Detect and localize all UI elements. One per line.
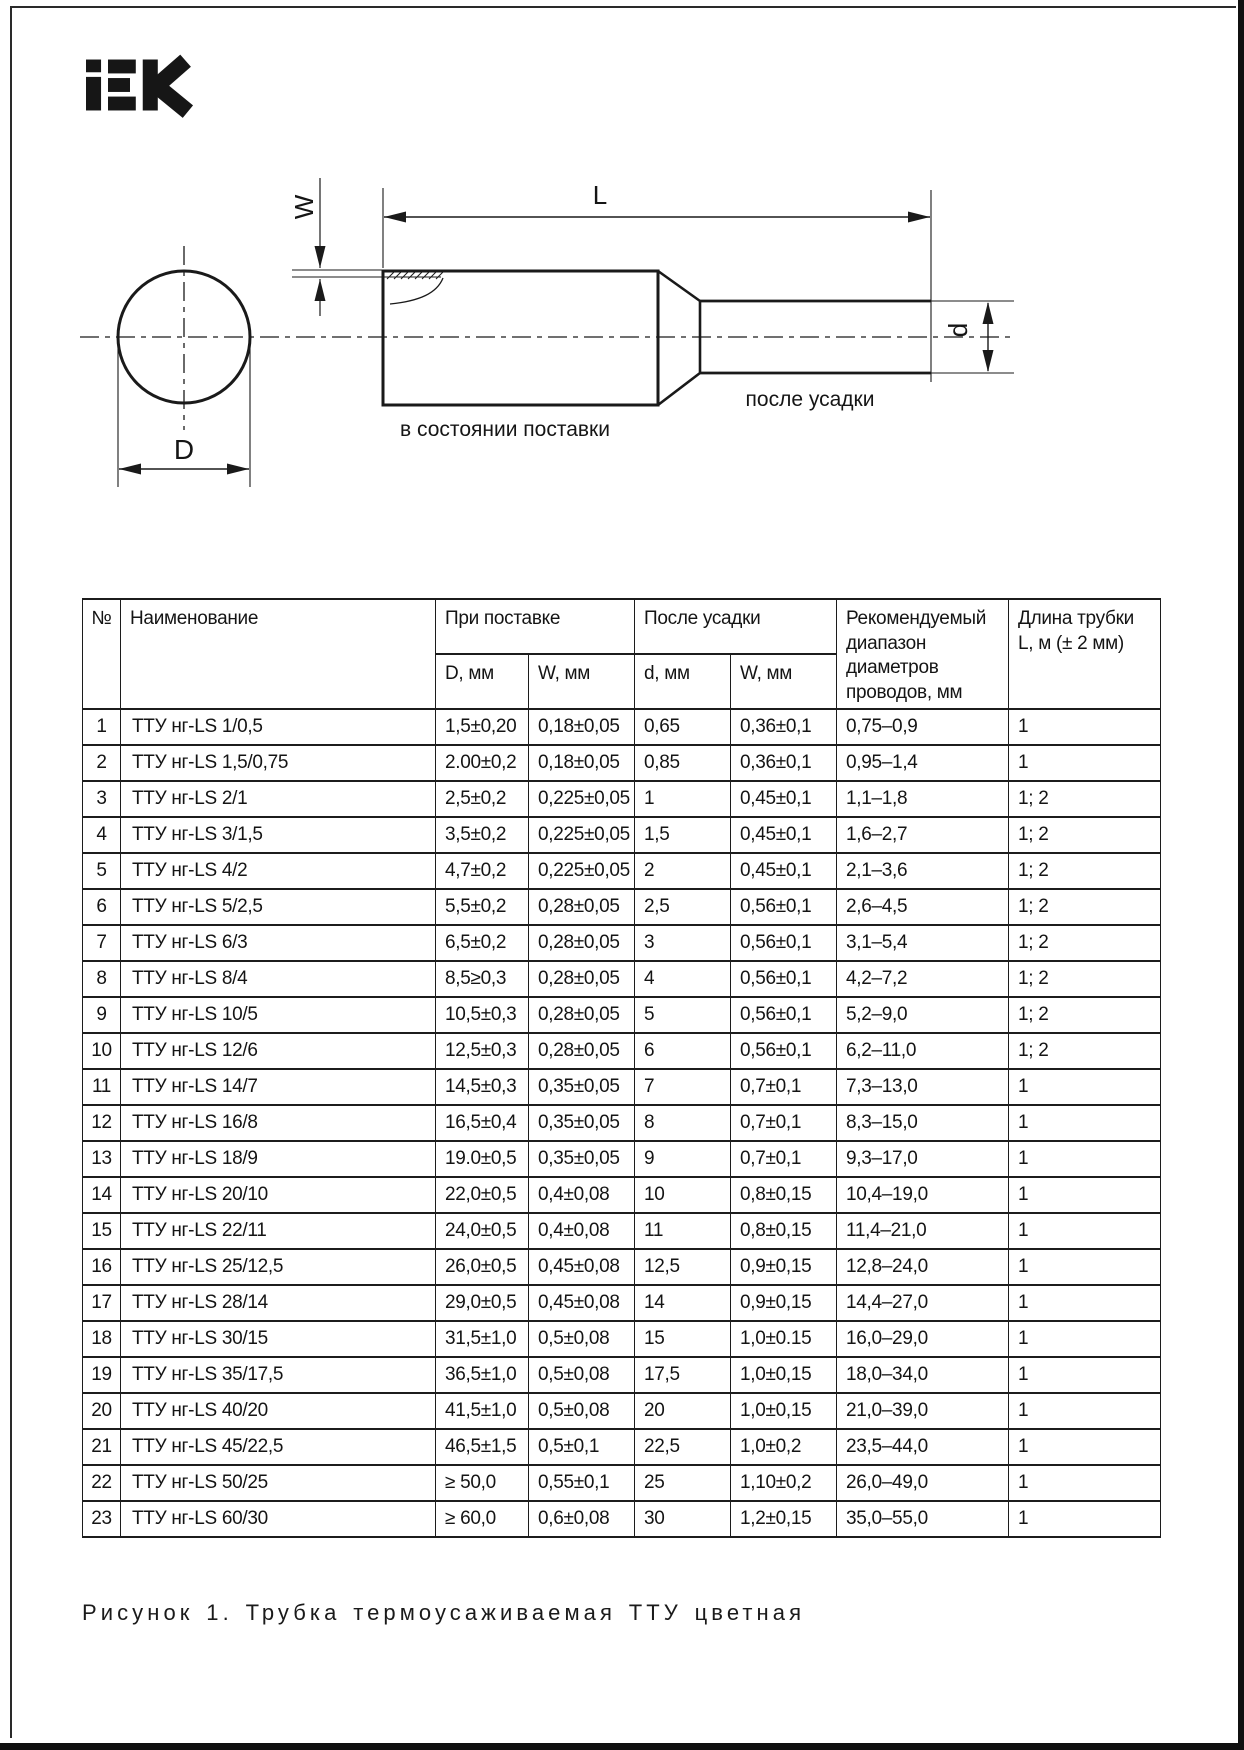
table-cell-W1: 0,35±0,05 bbox=[529, 1141, 635, 1177]
table-cell-n: 2 bbox=[83, 745, 121, 781]
table-cell-range: 12,8–24,0 bbox=[837, 1249, 1009, 1285]
label-L: L bbox=[592, 180, 608, 210]
label-d: d bbox=[943, 322, 973, 338]
table-cell-W1: 0,18±0,05 bbox=[529, 709, 635, 745]
table-cell-D: 41,5±1,0 bbox=[436, 1393, 529, 1429]
table-cell-W1: 0,55±0,1 bbox=[529, 1465, 635, 1501]
table-cell-W2: 0,56±0,1 bbox=[731, 997, 837, 1033]
table-row bbox=[83, 1285, 1161, 1321]
table-cell-W2: 0,9±0,15 bbox=[731, 1285, 837, 1321]
table-cell-len: 1; 2 bbox=[1009, 817, 1161, 853]
table-cell-W2: 0,7±0,1 bbox=[731, 1069, 837, 1105]
table-row bbox=[83, 1213, 1161, 1249]
table-cell-len: 1 bbox=[1009, 1249, 1161, 1285]
table-cell-W2: 0,56±0,1 bbox=[731, 1033, 837, 1069]
table-cell-len: 1 bbox=[1009, 1429, 1161, 1465]
table-cell-W2: 1,0±0,15 bbox=[731, 1393, 837, 1429]
table-cell-D: 31,5±1,0 bbox=[436, 1321, 529, 1357]
table-cell-d: 0,65 bbox=[635, 709, 731, 745]
table-cell-W2: 1,0±0.15 bbox=[731, 1321, 837, 1357]
table-cell-d: 22,5 bbox=[635, 1429, 731, 1465]
table-cell-n: 23 bbox=[83, 1501, 121, 1537]
table-cell-d: 8 bbox=[635, 1105, 731, 1141]
table-cell-W1: 0,225±0,05 bbox=[529, 817, 635, 853]
table-cell-name: ТТУ нг-LS 1/0,5 bbox=[121, 709, 436, 745]
table-cell-range: 0,95–1,4 bbox=[837, 745, 1009, 781]
table-cell-n: 14 bbox=[83, 1177, 121, 1213]
table-cell-range: 10,4–19,0 bbox=[837, 1177, 1009, 1213]
table-cell-D: 6,5±0,2 bbox=[436, 925, 529, 961]
table-cell-range: 26,0–49,0 bbox=[837, 1465, 1009, 1501]
table-cell-W2: 1,0±0,2 bbox=[731, 1429, 837, 1465]
table-cell-D: 1,5±0,20 bbox=[436, 709, 529, 745]
table-cell-len: 1; 2 bbox=[1009, 781, 1161, 817]
table-cell-d: 25 bbox=[635, 1465, 731, 1501]
spec-table bbox=[82, 598, 1161, 1538]
table-cell-W1: 0,4±0,08 bbox=[529, 1177, 635, 1213]
table-cell-W1: 0,5±0,08 bbox=[529, 1357, 635, 1393]
table-cell-range: 18,0–34,0 bbox=[837, 1357, 1009, 1393]
table-cell-W1: 0,225±0,05 bbox=[529, 853, 635, 889]
table-cell-name: ТТУ нг-LS 3/1,5 bbox=[121, 817, 436, 853]
table-cell-d: 9 bbox=[635, 1141, 731, 1177]
table-cell-len: 1; 2 bbox=[1009, 853, 1161, 889]
table-cell-n: 11 bbox=[83, 1069, 121, 1105]
table-cell-W1: 0,28±0,05 bbox=[529, 997, 635, 1033]
table-cell-d: 7 bbox=[635, 1069, 731, 1105]
spec-table-body bbox=[83, 709, 1161, 1537]
table-cell-W1: 0,28±0,05 bbox=[529, 961, 635, 997]
table-cell-W1: 0,45±0,08 bbox=[529, 1249, 635, 1285]
technical-drawing bbox=[0, 140, 1244, 520]
table-row bbox=[83, 1429, 1161, 1465]
table-cell-n: 12 bbox=[83, 1105, 121, 1141]
table-cell-len: 1 bbox=[1009, 1321, 1161, 1357]
table-cell-D: 29,0±0,5 bbox=[436, 1285, 529, 1321]
table-cell-D: 2.00±0,2 bbox=[436, 745, 529, 781]
table-cell-len: 1 bbox=[1009, 1069, 1161, 1105]
table-cell-name: ТТУ нг-LS 1,5/0,75 bbox=[121, 745, 436, 781]
header-group-supply: При поставке bbox=[436, 599, 635, 654]
tube-taper bbox=[658, 271, 700, 405]
table-cell-W2: 1,10±0,2 bbox=[731, 1465, 837, 1501]
table-cell-d: 0,85 bbox=[635, 745, 731, 781]
table-cell-d: 15 bbox=[635, 1321, 731, 1357]
table-cell-range: 5,2–9,0 bbox=[837, 997, 1009, 1033]
table-cell-range: 4,2–7,2 bbox=[837, 961, 1009, 997]
table-cell-n: 10 bbox=[83, 1033, 121, 1069]
table-cell-W2: 0,8±0,15 bbox=[731, 1213, 837, 1249]
table-row bbox=[83, 1321, 1161, 1357]
table-cell-range: 14,4–27,0 bbox=[837, 1285, 1009, 1321]
table-cell-W2: 0,7±0,1 bbox=[731, 1141, 837, 1177]
table-cell-D: 2,5±0,2 bbox=[436, 781, 529, 817]
table-cell-W1: 0,28±0,05 bbox=[529, 1033, 635, 1069]
table-row bbox=[83, 1069, 1161, 1105]
table-row bbox=[83, 1465, 1161, 1501]
header-d-mm: d, мм bbox=[635, 654, 731, 709]
table-cell-D: 10,5±0,3 bbox=[436, 997, 529, 1033]
table-cell-n: 17 bbox=[83, 1285, 121, 1321]
table-cell-D: ≥ 50,0 bbox=[436, 1465, 529, 1501]
table-cell-n: 13 bbox=[83, 1141, 121, 1177]
table-cell-d: 17,5 bbox=[635, 1357, 731, 1393]
table-cell-name: ТТУ нг-LS 60/30 bbox=[121, 1501, 436, 1537]
table-cell-len: 1 bbox=[1009, 1105, 1161, 1141]
table-cell-name: ТТУ нг-LS 4/2 bbox=[121, 853, 436, 889]
table-cell-W1: 0,35±0,05 bbox=[529, 1105, 635, 1141]
table-cell-D: 12,5±0,3 bbox=[436, 1033, 529, 1069]
table-cell-name: ТТУ нг-LS 2/1 bbox=[121, 781, 436, 817]
table-cell-len: 1; 2 bbox=[1009, 997, 1161, 1033]
table-cell-W2: 0,8±0,15 bbox=[731, 1177, 837, 1213]
table-cell-D: 19.0±0,5 bbox=[436, 1141, 529, 1177]
table-cell-W1: 0,5±0,08 bbox=[529, 1321, 635, 1357]
figure-caption: Рисунок 1. Трубка термоусаживаемая ТТУ цветная bbox=[82, 1600, 806, 1625]
table-cell-W2: 1,2±0,15 bbox=[731, 1501, 837, 1537]
table-cell-n: 3 bbox=[83, 781, 121, 817]
table-cell-range: 21,0–39,0 bbox=[837, 1393, 1009, 1429]
table-cell-n: 9 bbox=[83, 997, 121, 1033]
table-cell-D: 16,5±0,4 bbox=[436, 1105, 529, 1141]
table-row bbox=[83, 745, 1161, 781]
table-cell-n: 20 bbox=[83, 1393, 121, 1429]
logo-e-bar bbox=[108, 60, 136, 74]
table-cell-range: 2,6–4,5 bbox=[837, 889, 1009, 925]
table-cell-n: 7 bbox=[83, 925, 121, 961]
page-border-top bbox=[10, 6, 1236, 8]
table-cell-W2: 0,56±0,1 bbox=[731, 961, 837, 997]
table-row bbox=[83, 997, 1161, 1033]
table-cell-n: 8 bbox=[83, 961, 121, 997]
header-number: № bbox=[83, 599, 121, 709]
table-cell-len: 1; 2 bbox=[1009, 1033, 1161, 1069]
table-row bbox=[83, 1033, 1161, 1069]
table-cell-W1: 0,18±0,05 bbox=[529, 745, 635, 781]
table-row bbox=[83, 1357, 1161, 1393]
table-cell-len: 1; 2 bbox=[1009, 961, 1161, 997]
table-cell-d: 12,5 bbox=[635, 1249, 731, 1285]
table-cell-range: 3,1–5,4 bbox=[837, 925, 1009, 961]
table-cell-n: 22 bbox=[83, 1465, 121, 1501]
table-cell-D: ≥ 60,0 bbox=[436, 1501, 529, 1537]
table-cell-W2: 0,36±0,1 bbox=[731, 745, 837, 781]
table-cell-len: 1 bbox=[1009, 1501, 1161, 1537]
table-cell-range: 6,2–11,0 bbox=[837, 1033, 1009, 1069]
table-cell-range: 1,6–2,7 bbox=[837, 817, 1009, 853]
table-cell-W1: 0,5±0,1 bbox=[529, 1429, 635, 1465]
logo-e-bar bbox=[108, 78, 130, 92]
table-cell-name: ТТУ нг-LS 35/17,5 bbox=[121, 1357, 436, 1393]
table-cell-W1: 0,28±0,05 bbox=[529, 889, 635, 925]
table-cell-D: 22,0±0,5 bbox=[436, 1177, 529, 1213]
label-after-shrink: после усадки bbox=[745, 388, 875, 411]
table-row bbox=[83, 925, 1161, 961]
table-cell-range: 1,1–1,8 bbox=[837, 781, 1009, 817]
table-cell-len: 1 bbox=[1009, 1141, 1161, 1177]
table-cell-name: ТТУ нг-LS 40/20 bbox=[121, 1393, 436, 1429]
table-cell-name: ТТУ нг-LS 30/15 bbox=[121, 1321, 436, 1357]
table-row bbox=[83, 1393, 1161, 1429]
table-cell-W2: 0,56±0,1 bbox=[731, 889, 837, 925]
label-D: D bbox=[173, 434, 195, 465]
header-name: Наименование bbox=[121, 599, 436, 709]
table-cell-W1: 0,4±0,08 bbox=[529, 1213, 635, 1249]
table-cell-name: ТТУ нг-LS 22/11 bbox=[121, 1213, 436, 1249]
table-cell-W1: 0,45±0,08 bbox=[529, 1285, 635, 1321]
table-cell-W2: 1,0±0,15 bbox=[731, 1357, 837, 1393]
table-cell-n: 19 bbox=[83, 1357, 121, 1393]
table-cell-len: 1 bbox=[1009, 1177, 1161, 1213]
table-cell-W2: 0,36±0,1 bbox=[731, 709, 837, 745]
table-cell-W2: 0,45±0,1 bbox=[731, 853, 837, 889]
table-row bbox=[83, 709, 1161, 745]
table-cell-d: 14 bbox=[635, 1285, 731, 1321]
table-cell-n: 5 bbox=[83, 853, 121, 889]
table-cell-range: 0,75–0,9 bbox=[837, 709, 1009, 745]
logo-i-dot bbox=[86, 60, 101, 73]
table-cell-d: 1 bbox=[635, 781, 731, 817]
table-cell-range: 9,3–17,0 bbox=[837, 1141, 1009, 1177]
table-cell-d: 1,5 bbox=[635, 817, 731, 853]
table-cell-name: ТТУ нг-LS 8/4 bbox=[121, 961, 436, 997]
table-cell-len: 1 bbox=[1009, 1213, 1161, 1249]
table-row bbox=[83, 1105, 1161, 1141]
table-row bbox=[83, 817, 1161, 853]
table-cell-W2: 0,56±0,1 bbox=[731, 925, 837, 961]
table-cell-name: ТТУ нг-LS 20/10 bbox=[121, 1177, 436, 1213]
table-cell-W1: 0,28±0,05 bbox=[529, 925, 635, 961]
table-cell-name: ТТУ нг-LS 14/7 bbox=[121, 1069, 436, 1105]
table-cell-name: ТТУ нг-LS 28/14 bbox=[121, 1285, 436, 1321]
table-row bbox=[83, 781, 1161, 817]
logo-k-lower-arm bbox=[153, 83, 188, 112]
header-D-mm: D, мм bbox=[436, 654, 529, 709]
table-cell-W1: 0,35±0,05 bbox=[529, 1069, 635, 1105]
table-cell-name: ТТУ нг-LS 16/8 bbox=[121, 1105, 436, 1141]
table-cell-n: 4 bbox=[83, 817, 121, 853]
table-cell-W1: 0,225±0,05 bbox=[529, 781, 635, 817]
table-cell-len: 1 bbox=[1009, 1285, 1161, 1321]
table-cell-D: 24,0±0,5 bbox=[436, 1213, 529, 1249]
table-cell-W2: 0,7±0,1 bbox=[731, 1105, 837, 1141]
table-cell-D: 46,5±1,5 bbox=[436, 1429, 529, 1465]
header-W-mm-shrunk: W, мм bbox=[731, 654, 837, 709]
table-cell-name: ТТУ нг-LS 12/6 bbox=[121, 1033, 436, 1069]
table-cell-range: 35,0–55,0 bbox=[837, 1501, 1009, 1537]
table-cell-D: 14,5±0,3 bbox=[436, 1069, 529, 1105]
table-cell-D: 36,5±1,0 bbox=[436, 1357, 529, 1393]
table-cell-name: ТТУ нг-LS 6/3 bbox=[121, 925, 436, 961]
tube-supply-body bbox=[383, 271, 658, 405]
table-cell-n: 1 bbox=[83, 709, 121, 745]
table-cell-D: 26,0±0,5 bbox=[436, 1249, 529, 1285]
table-row bbox=[83, 961, 1161, 997]
table-cell-D: 8,5≥0,3 bbox=[436, 961, 529, 997]
table-row bbox=[83, 1177, 1161, 1213]
table-cell-W2: 0,9±0,15 bbox=[731, 1249, 837, 1285]
table-row bbox=[83, 1249, 1161, 1285]
table-cell-len: 1 bbox=[1009, 1465, 1161, 1501]
wall-hatching bbox=[387, 272, 443, 279]
spec-table-header bbox=[83, 599, 1161, 709]
table-cell-range: 23,5–44,0 bbox=[837, 1429, 1009, 1465]
table-cell-d: 2 bbox=[635, 853, 731, 889]
table-cell-d: 5 bbox=[635, 997, 731, 1033]
table-cell-name: ТТУ нг-LS 50/25 bbox=[121, 1465, 436, 1501]
table-cell-W2: 0,45±0,1 bbox=[731, 817, 837, 853]
table-cell-d: 10 bbox=[635, 1177, 731, 1213]
header-W-mm-supply: W, мм bbox=[529, 654, 635, 709]
table-row bbox=[83, 853, 1161, 889]
inner-wall-curve bbox=[390, 278, 443, 304]
table-cell-d: 2,5 bbox=[635, 889, 731, 925]
table-cell-len: 1; 2 bbox=[1009, 925, 1161, 961]
logo-e-bar bbox=[108, 97, 136, 111]
table-cell-range: 11,4–21,0 bbox=[837, 1213, 1009, 1249]
table-cell-range: 8,3–15,0 bbox=[837, 1105, 1009, 1141]
table-cell-len: 1; 2 bbox=[1009, 889, 1161, 925]
table-row bbox=[83, 1141, 1161, 1177]
table-cell-name: ТТУ нг-LS 45/22,5 bbox=[121, 1429, 436, 1465]
table-cell-len: 1 bbox=[1009, 709, 1161, 745]
table-cell-range: 7,3–13,0 bbox=[837, 1069, 1009, 1105]
table-cell-d: 20 bbox=[635, 1393, 731, 1429]
table-cell-n: 21 bbox=[83, 1429, 121, 1465]
table-cell-d: 11 bbox=[635, 1213, 731, 1249]
table-cell-W1: 0,6±0,08 bbox=[529, 1501, 635, 1537]
table-cell-d: 3 bbox=[635, 925, 731, 961]
table-cell-len: 1 bbox=[1009, 1357, 1161, 1393]
label-W: W bbox=[289, 194, 319, 220]
table-cell-name: ТТУ нг-LS 25/12,5 bbox=[121, 1249, 436, 1285]
table-cell-n: 16 bbox=[83, 1249, 121, 1285]
table-row bbox=[83, 1501, 1161, 1537]
table-cell-range: 16,0–29,0 bbox=[837, 1321, 1009, 1357]
table-cell-range: 2,1–3,6 bbox=[837, 853, 1009, 889]
table-cell-name: ТТУ нг-LS 10/5 bbox=[121, 997, 436, 1033]
table-cell-W2: 0,45±0,1 bbox=[731, 781, 837, 817]
logo-i-stem bbox=[86, 77, 101, 111]
table-cell-d: 6 bbox=[635, 1033, 731, 1069]
table-cell-W1: 0,5±0,08 bbox=[529, 1393, 635, 1429]
header-diameter-range: Рекомендуемый диапазон диаметров проводов, мм bbox=[837, 599, 1009, 709]
label-supply-state: в состоянии поставки bbox=[400, 418, 610, 441]
table-cell-D: 5,5±0,2 bbox=[436, 889, 529, 925]
table-cell-n: 6 bbox=[83, 889, 121, 925]
table-row bbox=[83, 889, 1161, 925]
table-cell-len: 1 bbox=[1009, 745, 1161, 781]
table-cell-d: 30 bbox=[635, 1501, 731, 1537]
table-cell-D: 4,7±0,2 bbox=[436, 853, 529, 889]
table-cell-len: 1 bbox=[1009, 1393, 1161, 1429]
table-cell-name: ТТУ нг-LS 18/9 bbox=[121, 1141, 436, 1177]
table-cell-n: 18 bbox=[83, 1321, 121, 1357]
table-cell-name: ТТУ нг-LS 5/2,5 bbox=[121, 889, 436, 925]
table-cell-d: 4 bbox=[635, 961, 731, 997]
table-cell-D: 3,5±0,2 bbox=[436, 817, 529, 853]
header-tube-length: Длина трубки L, м (± 2 мм) bbox=[1009, 599, 1161, 709]
page-border-bottom bbox=[0, 1743, 1244, 1750]
header-group-shrunk: После усадки bbox=[635, 599, 837, 654]
table-cell-n: 15 bbox=[83, 1213, 121, 1249]
iek-logo bbox=[86, 52, 196, 118]
